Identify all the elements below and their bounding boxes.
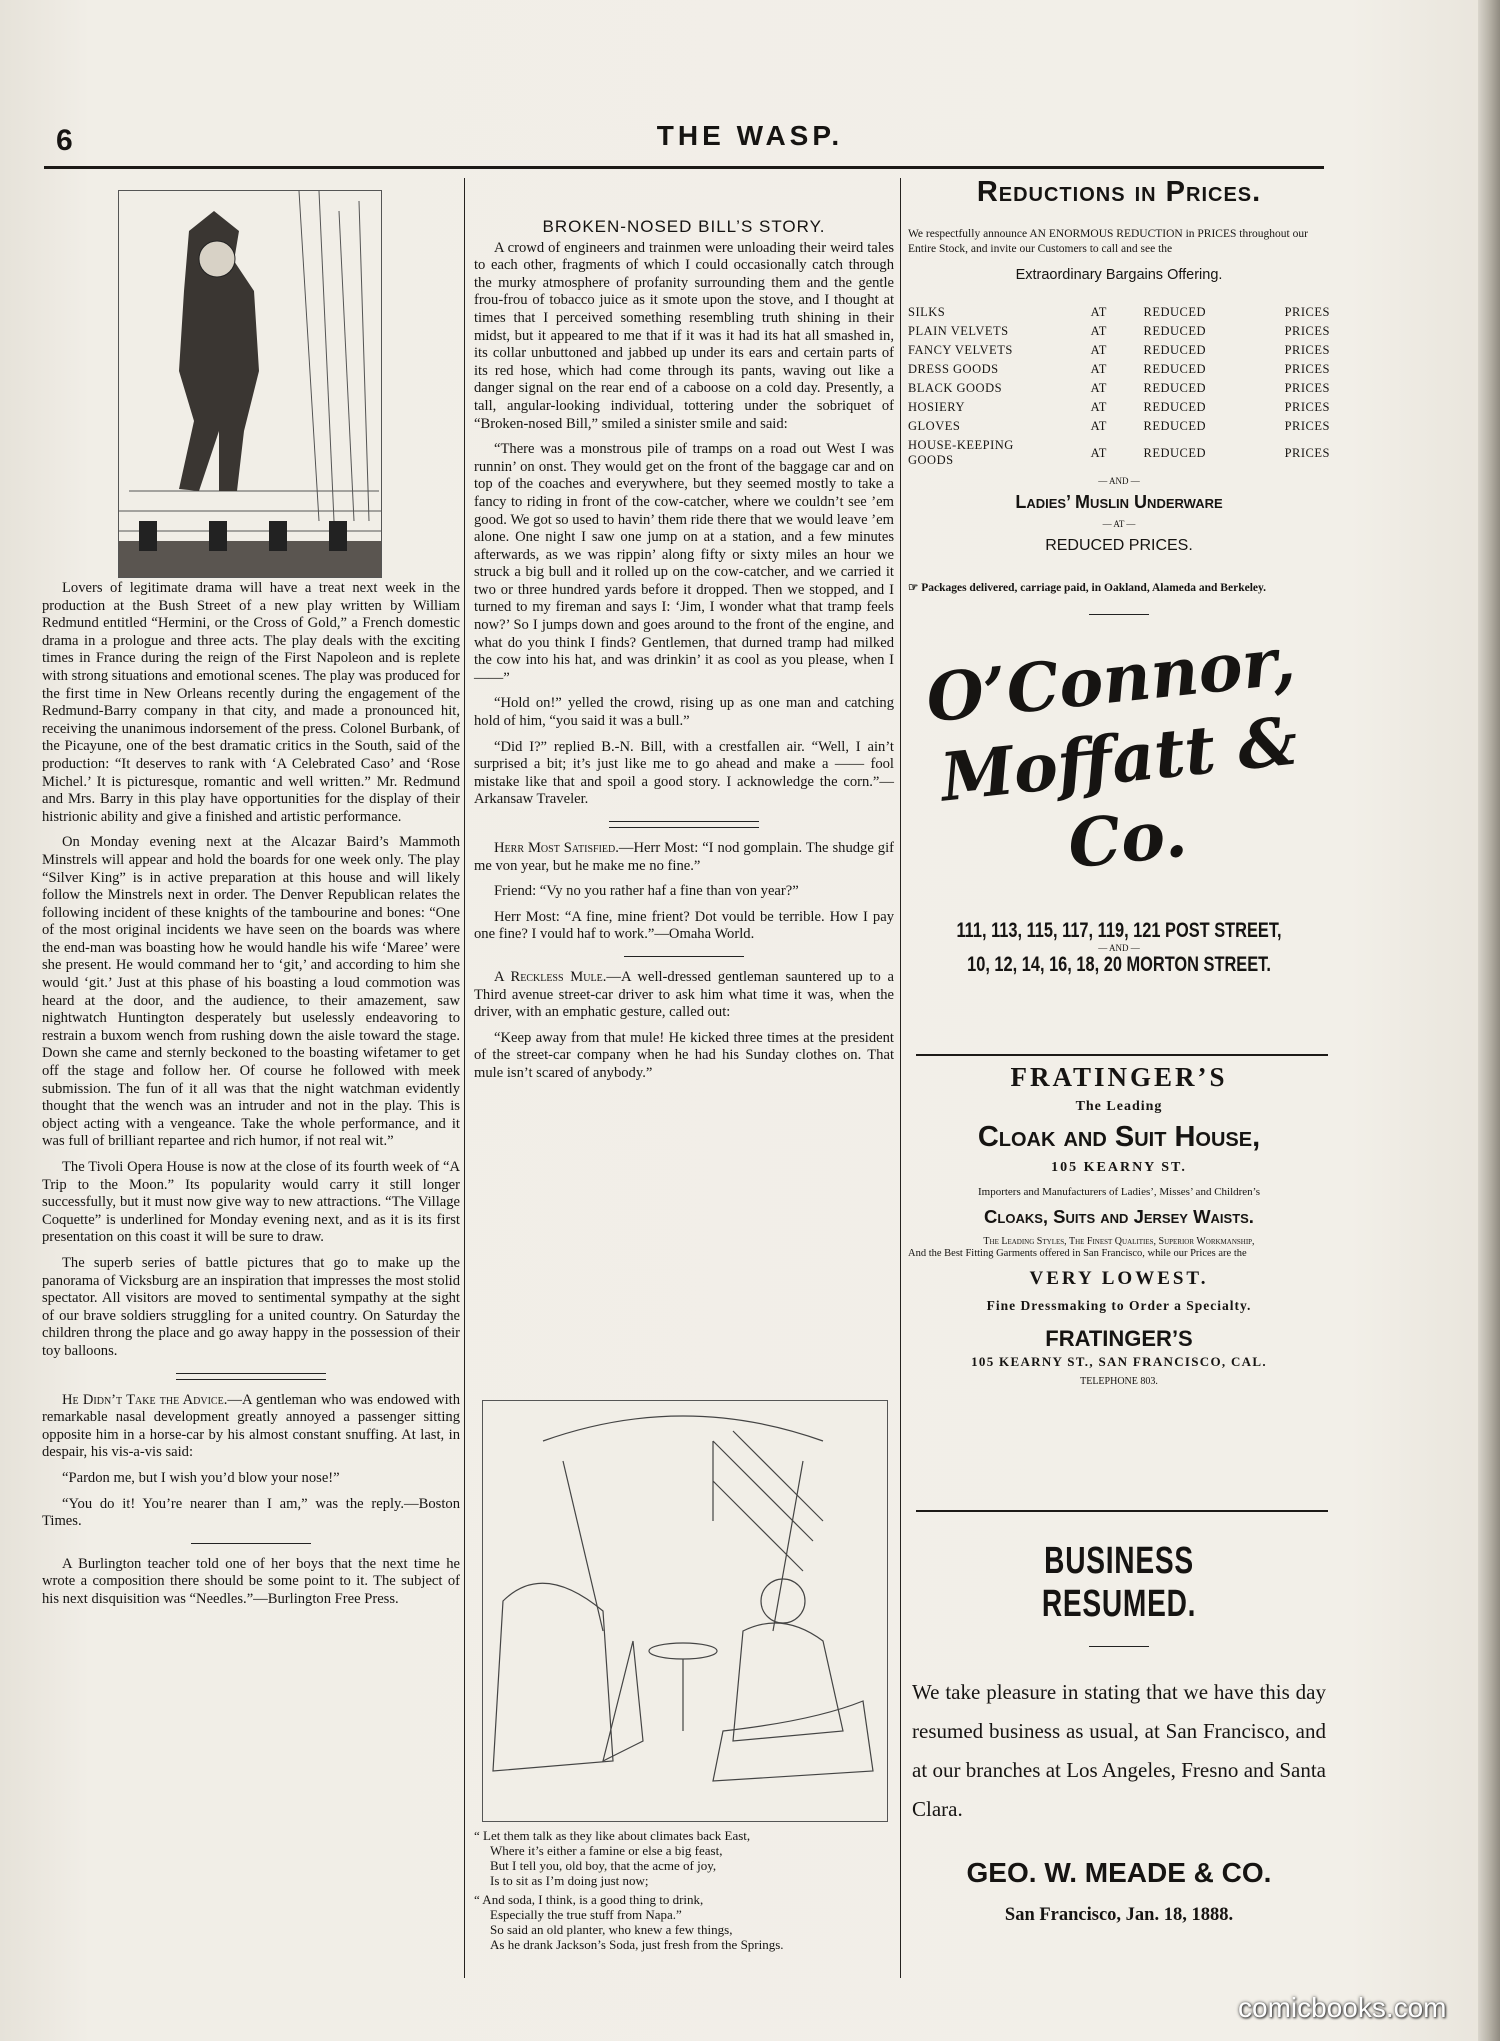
reduced-prices-label: REDUCED PRICES. — [1045, 537, 1193, 554]
delivery-note — [908, 581, 1330, 596]
business-resumed-ad — [908, 1540, 1330, 1926]
price-row — [908, 398, 1330, 417]
item-prices: PRICES — [1284, 445, 1330, 460]
reductions-ad — [908, 176, 1330, 977]
fratinger-address: 105 KEARNY ST. — [1051, 1160, 1187, 1175]
item-reduced: REDUCED — [1143, 305, 1207, 319]
story-paragraph: “There was a monstrous pile of tramps on a road out West I was runnin’ on onst. They would get on the front of the baggage car and on top of the coaches and everywhere, but they seemed mostly to take a fancy to riding in front of the cow-catcher, where we couldn’t see ’em good. We got so used to havin’ them ride there that we would leave ’em alone. One night I saw one jump on at a station, and a few minutes afterwards, as we was rippin’ along fifty or sixty miles an hour we struck a big bull and it rolled up on the cow-catcher, and we carried it two or three hundred yards before it dropped. Then we stopped, and I turned to my fireman and says I: ‘Jim, I wonder what that tramp feels now?’ So I jumps down and goes around to the front of the engine, and what do you think I finds? Gentlemen, that durned tramp had milked the cow into his hat, and was drinkin’ it as cool as you please, when I——” — [474, 441, 894, 686]
herr-title: Herr Most Satisfied. — [494, 840, 619, 856]
herr-text: —Herr Most: “I nod gomplain. The shudge gif me von year, but he make me no fine.” — [474, 840, 894, 874]
middle-column — [474, 218, 894, 1091]
mule-paragraph: “Keep away from that mule! He kicked three times at the president of the street-car company when he had his Sunday clothes on. That mule isn’t scared of anybody.” — [474, 1029, 894, 1081]
poem-line: “ Let them talk as they like about climates back East, — [474, 1828, 751, 1843]
fratinger-house: Cloak and Suit House, — [977, 1121, 1261, 1153]
morton-street-address: 10, 12, 14, 16, 18, 20 MORTON STREET. — [967, 953, 1271, 976]
price-row — [908, 436, 1330, 470]
fratinger-styles: The Leading Styles, The Finest Qualities, Superior Workmanship, — [983, 1236, 1255, 1247]
item-at: AT — [1090, 305, 1107, 319]
reductions-intro: We respectfully announce AN ENORMOUS REDUCTION in PRICES throughout our Entire Stock, and invite our Customers to call and see the — [908, 228, 1308, 255]
and2-label: — AND — — [1098, 943, 1140, 953]
price-row — [908, 417, 1330, 436]
item-reduced: REDUCED — [1143, 445, 1207, 460]
and-label: — AND — — [1098, 476, 1140, 486]
article-paragraph: The superb series of battle pictures that go to make up the panorama of Vicksburg are an inspiration that impresses the most stolid spectator. All visitors are moved to sentimental sympathy at the sight of our brave soldiers struggling for a united country. On Saturday the children throng the place and go away happy in the possession of their toy balloons. — [42, 1254, 460, 1359]
and2-text: AND — [1109, 943, 1129, 953]
item-name: BLACK GOODS — [908, 381, 1003, 395]
item-name: GLOVES — [908, 419, 961, 433]
article-paragraph: The Tivoli Opera House is now at the close of its fourth week of “A Trip to the Moon.” Its popularity would carry it still longer successfully, but it must now give way to new attractions. “The Village Coquette” is underlined for Monday evening next, and as it is its first presentation on this coast it will be sure to draw. — [42, 1159, 460, 1246]
header-rule — [44, 166, 1324, 169]
meade-company: GEO. W. MEADE & CO. — [966, 1857, 1272, 1888]
price-row — [908, 379, 1330, 398]
page-number: 6 — [56, 124, 73, 157]
price-row — [908, 303, 1330, 322]
story-paragraph: “Did I?” replied B.-N. Bill, with a crestfallen air. “Well, I ain’t surprised a bit; it’s just like me to go ahead and make a —— fool mistake like that and spoil a good story. I acknowledge the corn.”—Arkansaw Traveler. — [474, 738, 894, 808]
poem-line: But I tell you, old boy, that the acme of joy, — [490, 1858, 717, 1873]
item-at: AT — [1090, 419, 1107, 433]
underware-heading: Ladies’ Muslin Underware — [1015, 492, 1223, 512]
left-column — [42, 580, 460, 1616]
at-text: AT — [1113, 519, 1125, 529]
garden-drawing — [483, 1401, 887, 1821]
advice-text: —A gentleman who was endowed with remarkable nasal development greatly annoyed a passenger sitting opposite him in a horse-car by his almost constant snuffing. At last, in despair, his vis-a-vis said: — [42, 1391, 460, 1461]
item-name: HOSIERY — [908, 400, 965, 414]
item-prices: PRICES — [1284, 419, 1330, 433]
teacher-paragraph: A Burlington teacher told one of her boys that the next time he wrote a composition there should be some point to it. The subject of his next disquisition was “Needles.”—Burlington Free Press. — [42, 1555, 460, 1607]
ad-rule — [916, 1510, 1328, 1512]
fratinger-garments: And the Best Fitting Garments offered in San Francisco, while our Prices are the — [908, 1248, 1247, 1259]
price-row — [908, 360, 1330, 379]
poem-line: So said an old planter, who knew a few things, — [490, 1922, 733, 1937]
section-rule — [191, 1543, 311, 1544]
item-reduced: REDUCED — [1143, 381, 1207, 395]
item-at: AT — [1090, 343, 1107, 357]
article-paragraph: Lovers of legitimate drama will have a treat next week in the production at the Bush Street of a new play written by William Redmund entitled “Hermini, or the Cross of Gold,” a French domestic drama in a prologue and three acts. The play deals with the exciting times in France during the reign of the First Napoleon and is replete with strong situations and emotional scenes. The play was produced for the first time in New Orleans recently during the engagement of the Redmund-Barry company in that city, and made a pronounced hit, receiving the unanimous indorsement of the press. Colonel Burbank, of the Picayune, one of the best dramatic critics in the South, said of the production: “It deserves to rank with ‘A Celebrated Caso’ and ‘Rose Michel.’ It is picturesque, romantic and well written.” Mr. Redmund and Mrs. Barry in this play have opportunities for the display of their histrionic ability and give a finished and artistic performance. — [42, 580, 460, 825]
item-name: FANCY VELVETS — [908, 343, 1013, 357]
actor-drawing — [119, 191, 381, 577]
item-name: SILKS — [908, 305, 946, 319]
and-text: AND — [1109, 476, 1129, 486]
fratinger-address-full: 105 KEARNY ST., SAN FRANCISCO, CAL. — [971, 1354, 1267, 1369]
item-name: HOUSE-KEEPING GOODS — [908, 438, 1014, 467]
item-at: AT — [1090, 324, 1107, 338]
fratinger-name-2: FRATINGER’S — [1045, 1326, 1193, 1351]
actor-illustration — [118, 190, 382, 578]
item-prices: PRICES — [1284, 381, 1330, 395]
at-label: — AT — — [1102, 519, 1136, 529]
herr-paragraph: Herr Most: “A fine, mine frient? Dot vould be terrible. How I pay one fine? I vould haf to work.”—Omaha World. — [474, 908, 894, 943]
fratinger-importers: Importers and Manufacturers of Ladies’, Misses’ and Children’s — [977, 1186, 1261, 1198]
fratinger-lowest: VERY LOWEST. — [1029, 1268, 1209, 1289]
garden-party-illustration — [482, 1400, 888, 1822]
soda-poem — [474, 1828, 894, 1952]
story-paragraph: “Hold on!” yelled the crowd, rising up as one man and catching hold of him, “you said it was a bull.” — [474, 695, 894, 730]
item-prices: PRICES — [1284, 343, 1330, 357]
advice-paragraph: “You do it! You’re nearer than I am,” was the reply.—Boston Times. — [42, 1495, 460, 1530]
fratinger-dressmaking: Fine Dressmaking to Order a Specialty. — [986, 1298, 1252, 1313]
item-reduced: REDUCED — [1143, 400, 1207, 414]
price-row — [908, 341, 1330, 360]
item-reduced: REDUCED — [1143, 419, 1207, 433]
price-table — [908, 303, 1330, 470]
item-reduced: REDUCED — [1143, 343, 1207, 357]
item-name: DRESS GOODS — [908, 362, 999, 376]
post-street-address: 111, 113, 115, 117, 119, 121 POST STREET, — [956, 919, 1282, 942]
item-at: AT — [1090, 445, 1107, 460]
pointing-hand-icon: ☞ — [908, 582, 922, 594]
section-rule — [176, 1373, 326, 1380]
fratinger-cloaks: Cloaks, Suits and Jersey Waists. — [984, 1206, 1254, 1227]
mule-text: —A well-dressed gentleman sauntered up to a Third avenue street-car driver to ask him what time it was, when the driver, with an emphatic gesture, called out: — [474, 968, 895, 1021]
item-reduced: REDUCED — [1143, 362, 1207, 376]
section-rule — [609, 821, 759, 828]
fratinger-leading: The Leading — [1075, 1099, 1163, 1114]
advice-paragraph — [42, 1392, 460, 1462]
masthead: THE WASP. — [656, 120, 844, 151]
ad-rule — [916, 1054, 1328, 1056]
price-row — [908, 322, 1330, 341]
poem-line: Is to sit as I’m doing just now; — [490, 1873, 649, 1888]
delivery-text: Packages delivered, carriage paid, in Oakland, Alameda and Berkeley. — [921, 582, 1266, 594]
column-divider — [900, 178, 901, 1978]
item-at: AT — [1090, 362, 1107, 376]
poem-line: Where it’s either a famine or else a big feast, — [490, 1843, 723, 1858]
mule-title: A Reckless Mule. — [494, 968, 607, 985]
article-paragraph: On Monday evening next at the Alcazar Baird’s Mammoth Minstrels will appear and hold the boards for one week only. The play “Silver King” is in active preparation at this house and will likely follow the Minstrels next in order. The Denver Republican relates the following incident of these knights of the tambourine and bones: “One of the most original incidents we have seen on the boards was where the end-man was boasting how he would handle his wife ‘Maree’ were she present. He would command her to ‘git,’ and according to him she would ‘git.’ Just at this phase of his boasting a loud commotion was heard at the door, and the audience, to their amazement, saw nightwatch Huntington desperately but uselessly endeavoring to restrain a buxom wench from rushing down the aisle toward the stage. Down she came and sternly beckoned to the boasting wifetamer to get off the stage and follow her. Of course he followed with meek submission. The fun of it all was that the night watchman evidently thought that the wench was an intruder and not in the play. This is object acting with a vengeance. Take the whole performance, and it was full of brilliant repartee and rich humor, if not real wit.” — [42, 834, 460, 1150]
advice-paragraph: “Pardon me, but I wish you’d blow your nose!” — [62, 1469, 340, 1486]
fratinger-name: FRATINGER’S — [1010, 1062, 1228, 1092]
story-title: BROKEN-NOSED BILL’S STORY. — [542, 217, 826, 236]
item-reduced: REDUCED — [1143, 324, 1207, 338]
item-prices: PRICES — [1284, 400, 1330, 414]
page-spine — [1478, 0, 1500, 2041]
oconnor-moffatt-logo: O’Connor, Moffatt & Co. — [922, 621, 1302, 884]
column-divider — [464, 178, 465, 1978]
item-prices: PRICES — [1284, 305, 1330, 319]
item-at: AT — [1090, 400, 1107, 414]
herr-paragraph — [474, 840, 894, 875]
business-body: We take pleasure in stating that we have this day resumed business as usual, at San Francisco, and at our branches at Los Angeles, Fresno and Santa Clara. — [912, 1680, 1326, 1821]
item-name: PLAIN VELVETS — [908, 324, 1009, 338]
poem-line: As he drank Jackson’s Soda, just fresh from the Springs. — [490, 1937, 784, 1952]
story-paragraph: A crowd of engineers and trainmen were unloading their weird tales to each other, fragments of which I could occasionally catch through the murky atmosphere of profanity surrounding them and the gentle frou-frou of tobacco juice as it smote upon the stove, and I thought at times that I perceived something resembling truth shining in their midst, but it appeared to me that if it was it had its hat all smashed in, its collar unbuttoned and jabbed up under its ears and certain parts of its red hose, which had come through its pants, waving out like a danger signal on the rear end of a caboose on a cold day. Presently, a tall, angular-looking individual, tottering under the sobriquet of “Broken-nosed Bill,” smiled a sinister smile and said: — [474, 239, 894, 432]
fratinger-ad — [908, 1062, 1330, 1387]
item-prices: PRICES — [1284, 362, 1330, 376]
business-dateline: San Francisco, Jan. 18, 1888. — [1004, 1905, 1234, 1925]
business-title: BUSINESS RESUMED. — [1041, 1540, 1197, 1625]
reductions-title: Reductions in Prices. — [976, 176, 1262, 208]
fratinger-telephone: TELEPHONE 803. — [1080, 1376, 1158, 1387]
short-rule — [1089, 1646, 1149, 1647]
poem-line: “ And soda, I think, is a good thing to drink, — [474, 1892, 704, 1907]
item-prices: PRICES — [1284, 324, 1330, 338]
herr-paragraph: Friend: “Vy no you rather haf a fine than von year?” — [494, 883, 799, 900]
section-rule — [624, 956, 744, 957]
advice-title: He Didn’t Take the Advice. — [62, 1391, 228, 1408]
short-rule — [1089, 614, 1149, 615]
reductions-subtitle: Extraordinary Bargains Offering. — [1015, 267, 1223, 283]
poem-line: Especially the true stuff from Napa.” — [490, 1907, 682, 1922]
item-at: AT — [1090, 381, 1107, 395]
site-watermark: comicbooks.com — [1238, 1992, 1447, 2023]
mule-paragraph — [474, 969, 894, 1022]
